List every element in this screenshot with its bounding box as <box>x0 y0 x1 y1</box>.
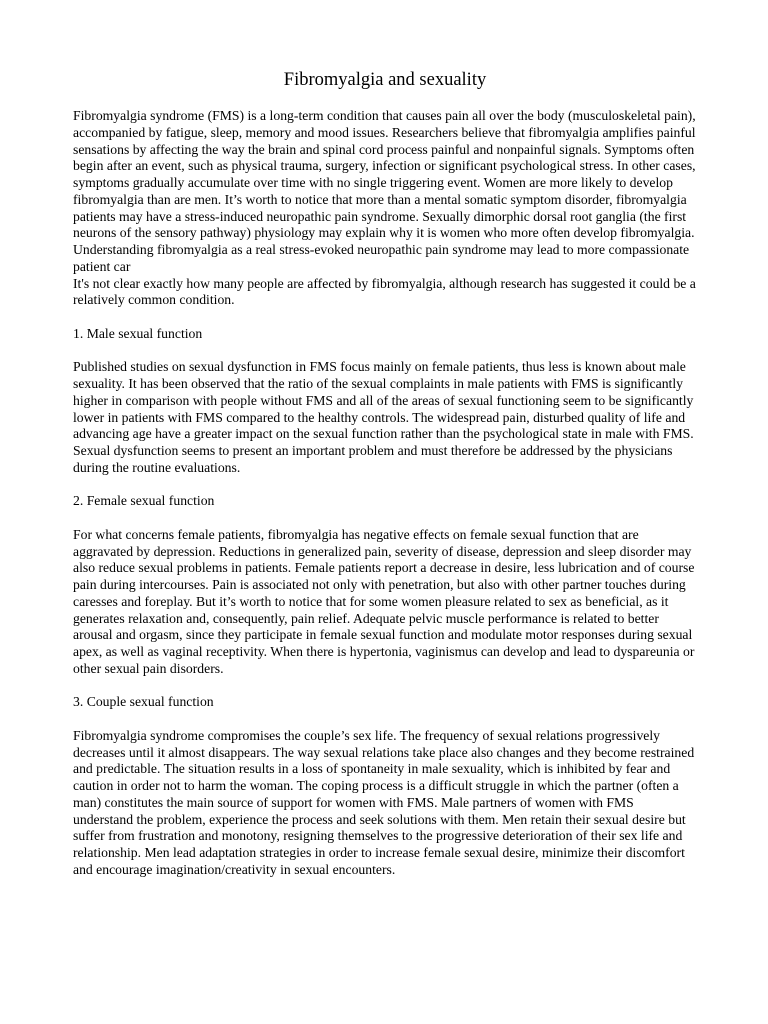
section-heading-couple: 3. Couple sexual function <box>73 694 214 710</box>
section-body-female: For what concerns female patients, fibromyalgia has negative effects on female sexual function that are aggravated by depression. Reductions in generalized pain, severity of disease, depression and sleep disorder may also reduce sexual problems in patients. Female patients report a decrease in desire, less lubrication and of course pain during intercourses. Pain is associated not only with penetration, but also with other partner touches during caresses and foreplay. But it’s worth to notice that for some women pleasure related to sex as beneficial, as it generates relaxation and, consequently, pain relief. Adequate pelvic muscle performance is related to better arousal and orgasm, since they participate in female sexual function and modulate motor responses during sexual apex, as well as vaginal receptivity. When there is hypertonia, vaginismus can develop and lead to dyspareunia or other sexual pain disorders. <box>73 526 695 676</box>
section-heading-male: 1. Male sexual function <box>73 325 203 341</box>
spacer <box>73 477 697 494</box>
section-body-couple: Fibromyalgia syndrome compromises the couple’s sex life. The frequency of sexual relations progressively decreases until it almost disappears. The way sexual relations take place also changes and they become restrained and predictable. The situation results in a loss of spontaneity in male sexuality, which is inhibited by fear and caution in order not to harm the woman. The coping process is a difficult struggle in which the partner (often a man) constitutes the main source of support for women with FMS. Male partners of women with FMS understand the problem, experience the process and seek solutions with them. Men retain their sexual desire but suffer from frustration and monotony, resigning themselves to the progressive deterioration of their sex life and relationship. Men lead adaptation strategies in order to increase female sexual desire, minimize their discomfort and encourage imagination/creativity in sexual encounters. <box>73 727 695 877</box>
intro-paragraph: Fibromyalgia syndrome (FMS) is a long-term condition that causes pain all over the body (musculoskeletal pain), accompanied by fatigue, sleep, memory and mood issues. Researchers believe that fibromyalgia amplifies painful sensations by affecting the way the brain and spinal cord process painful and nonpainful signals. Symptoms often begin after an event, such as physical trauma, surgery, infection or significant psychological stress. In other cases, symptoms gradually accumulate over time with no single triggering event. Women are more likely to develop fibromyalgia than are men. It’s worth to notice that more than a mental somatic symptom disorder, fibromyalgia patients may have a stress-induced neuropathic pain syndrome. Sexually dimorphic dorsal root ganglia (the first neurons of the sensory pathway) physiology may explain why it is women who more often develop fibromyalgia. Understanding fibromyalgia as a real stress-evoked neuropathic pain syndrome may lead to more compassionate patient car <box>73 108 696 274</box>
document-title: Fibromyalgia and sexuality <box>283 70 487 90</box>
section-heading-female: 2. Female sexual function <box>73 493 215 509</box>
spacer <box>73 309 697 326</box>
spacer <box>73 343 697 360</box>
section-body-male: Published studies on sexual dysfunction in FMS focus mainly on female patients, thus less is known about male sexuality. It has been observed that the ratio of the sexual complaints in male patients with FMS is significantly higher in comparison with people without FMS and all of the areas of sexual functioning seem to be significantly lower in patients with FMS compared to the healthy controls. The widespread pain, disturbed quality of life and advancing age have a greater impact on the sexual function rather than the psychological state in male with FMS. Sexual dysfunction seems to present an important problem and must therefore be addressed by the physicians during the routine evaluations. <box>73 359 694 475</box>
document-page <box>73 66 697 879</box>
spacer <box>73 510 697 527</box>
spacer <box>73 678 697 695</box>
spacer <box>73 711 697 728</box>
intro-paragraph-2: It's not clear exactly how many people are affected by fibromyalgia, although research has suggested it could be a relatively common condition. <box>73 275 696 308</box>
